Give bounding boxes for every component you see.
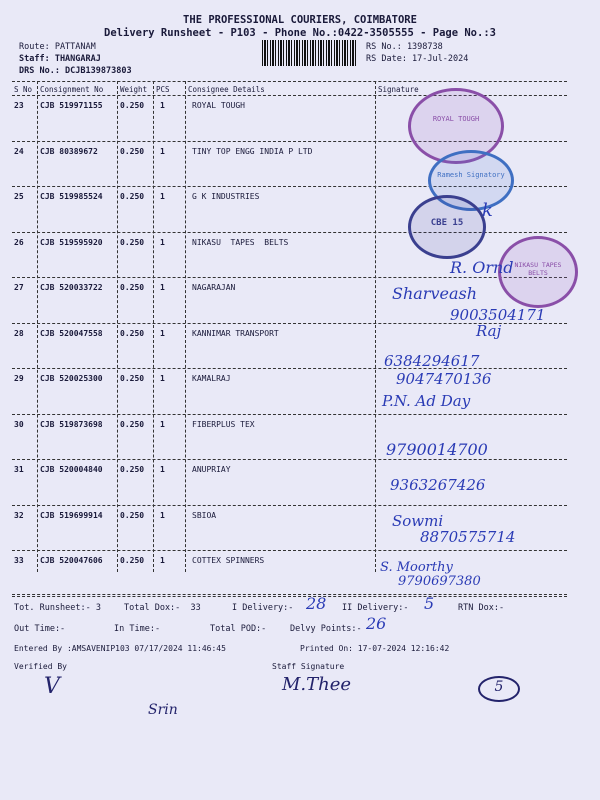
row-sno: 30	[14, 419, 24, 429]
row-pcs: 1	[160, 192, 165, 201]
signatory-stamp: Ramesh Signatory	[428, 150, 514, 211]
row-pcs: 1	[160, 101, 165, 110]
row-pcs: 1	[160, 146, 165, 156]
cbe-stamp: CBE 15	[408, 195, 486, 259]
row-consignment: CJB 80389672	[40, 146, 98, 156]
handwritten-phone-32: 8870575714	[420, 528, 516, 546]
handwritten-phone-33: 9790697380	[398, 574, 481, 589]
company-title: THE PROFESSIONAL COURIERS, COIMBATORE	[183, 14, 417, 26]
delvy-points-label: Delvy Points:-	[290, 624, 362, 634]
ii-delivery-label: II Delivery:-	[342, 603, 409, 613]
i-delivery-value: 28	[306, 594, 327, 613]
row-consignment: CJB 519985524	[40, 192, 103, 201]
row-consignment: CJB 520033722	[40, 283, 103, 292]
row-weight: 0.250	[120, 328, 145, 338]
row-divider	[12, 368, 567, 369]
verified-by-label: Verified By	[14, 662, 67, 671]
row-weight: 0.250	[120, 192, 145, 201]
row-pcs: 1	[160, 510, 165, 520]
row-pcs: 1	[160, 237, 165, 247]
col-signature: Signature	[378, 85, 419, 94]
row-consignee: KANNIMAR TRANSPORT	[192, 328, 279, 338]
row-weight: 0.250	[120, 556, 145, 565]
drs-number: DRS No.: DCJB139873803	[19, 66, 132, 76]
row-consignment: CJB 520047558	[40, 328, 103, 338]
row-pcs: 1	[160, 374, 165, 383]
row-pcs: 1	[160, 556, 165, 565]
row-divider	[12, 550, 567, 551]
column-divider	[185, 81, 186, 572]
handwritten-name-27: Sharveash	[392, 284, 478, 303]
row-consignment: CJB 519873698	[40, 419, 103, 429]
row-divider	[12, 459, 567, 460]
column-divider	[375, 81, 376, 572]
delvy-points-value: 26	[366, 614, 387, 633]
row-weight: 0.250	[120, 465, 145, 474]
row-consignee: NIKASU TAPES BELTS	[192, 237, 289, 247]
row-consignee: ROYAL TOUGH	[192, 101, 245, 110]
row-divider	[12, 596, 567, 597]
row-consignment: CJB 520047606	[40, 556, 103, 565]
row-consignment: CJB 520025300	[40, 374, 103, 383]
row-divider	[12, 414, 567, 415]
row-consignee: SBIOA	[192, 510, 217, 520]
staff-label: Staff: THANGARAJ	[19, 54, 101, 64]
row-consignee: COTTEX SPINNERS	[192, 556, 265, 565]
row-sno: 24	[14, 146, 24, 156]
col-consignee: Consignee Details	[188, 85, 265, 94]
handwritten-phone-29: 9047470136	[396, 370, 492, 388]
row-weight: 0.250	[120, 510, 145, 520]
bottom-signature: Srin	[148, 702, 178, 718]
company-stamp: ROYAL TOUGH	[408, 88, 504, 164]
handwritten-name-28: Raj	[476, 322, 502, 340]
row-sno: 33	[14, 556, 24, 565]
handwritten-signature-25: k	[482, 200, 493, 221]
handwritten-phone-27: 9003504171	[450, 306, 546, 324]
rtn-dox: RTN Dox:-	[458, 603, 505, 613]
row-consignment: CJB 519595920	[40, 237, 103, 247]
entered-by: Entered By :AMSAVENIP103 07/17/2024 11:46:45	[14, 644, 226, 653]
row-sno: 26	[14, 237, 24, 247]
row-weight: 0.250	[120, 283, 145, 292]
circled-number: 5	[478, 676, 520, 702]
staff-signature: M.Thee	[282, 674, 352, 695]
i-delivery-label: I Delivery:-	[232, 603, 294, 613]
col-sno: S No	[14, 85, 33, 94]
route-label: Route: PATTANAM	[19, 42, 96, 52]
row-sno: 31	[14, 465, 24, 474]
row-consignment: CJB 520004840	[40, 465, 103, 474]
handwritten-name-29: P.N. Ad Day	[382, 392, 471, 410]
row-sno: 23	[14, 101, 24, 110]
row-consignee: KAMALRAJ	[192, 374, 231, 383]
col-weight: Weight	[120, 85, 148, 94]
ii-delivery-value: 5	[424, 594, 435, 613]
row-weight: 0.250	[120, 101, 145, 110]
column-divider	[117, 81, 118, 572]
column-divider	[153, 81, 154, 572]
handwritten-phone-30: 9790014700	[386, 440, 488, 459]
row-pcs: 1	[160, 283, 165, 292]
row-consignment: CJB 519971155	[40, 101, 103, 110]
handwritten-phone-31: 9363267426	[390, 476, 486, 494]
handwritten-name-33: S. Moorthy	[380, 560, 453, 575]
row-pcs: 1	[160, 419, 165, 429]
handwritten-name-32: Sowmi	[392, 512, 444, 530]
row-sno: 27	[14, 283, 24, 292]
row-weight: 0.250	[120, 237, 145, 247]
row-divider	[12, 505, 567, 506]
handwritten-signature-26: R. Ornd	[450, 258, 514, 277]
rs-date: RS Date: 17-Jul-2024	[366, 54, 469, 64]
row-weight: 0.250	[120, 374, 145, 383]
row-weight: 0.250	[120, 146, 145, 156]
col-pcs: PCS	[156, 85, 170, 94]
total-pod: Total POD:-	[210, 624, 267, 634]
row-pcs: 1	[160, 328, 165, 338]
nikasu-stamp: NIKASU TAPES BELTS	[498, 236, 578, 308]
barcode	[262, 40, 358, 66]
row-consignee: FIBERPLUS TEX	[192, 419, 255, 429]
row-pcs: 1	[160, 465, 165, 474]
handwritten-phone-28: 6384294617	[384, 352, 480, 370]
column-divider	[37, 81, 38, 572]
row-weight: 0.250	[120, 419, 145, 429]
total-dox: Total Dox:- 33	[124, 603, 201, 613]
footer-divider	[12, 594, 567, 595]
row-consignee: ANUPRIAY	[192, 465, 231, 474]
staff-signature-label: Staff Signature	[272, 662, 345, 671]
row-sno: 29	[14, 374, 24, 383]
row-consignee: G K INDUSTRIES	[192, 192, 260, 201]
row-divider	[12, 277, 567, 278]
row-consignee: TINY TOP ENGG INDIA P LTD	[192, 146, 313, 156]
row-consignment: CJB 519699914	[40, 510, 103, 520]
col-consignment: Consignment No	[40, 85, 104, 94]
out-time: Out Time:-	[14, 624, 66, 634]
tot-runsheet: Tot. Runsheet:- 3	[14, 603, 101, 613]
row-sno: 28	[14, 328, 24, 338]
printed-on: Printed On: 17-07-2024 12:16:42	[300, 644, 450, 653]
table-top-border	[12, 81, 567, 82]
row-sno: 25	[14, 192, 24, 201]
row-consignee: NAGARAJAN	[192, 283, 236, 292]
row-sno: 32	[14, 510, 24, 520]
runsheet-subtitle: Delivery Runsheet - P103 - Phone No.:0422-3505555 - Page No.:3	[104, 27, 496, 39]
verified-signature: V	[44, 674, 60, 699]
in-time: In Time:-	[114, 624, 161, 634]
rs-number: RS No.: 1398738	[366, 42, 443, 52]
